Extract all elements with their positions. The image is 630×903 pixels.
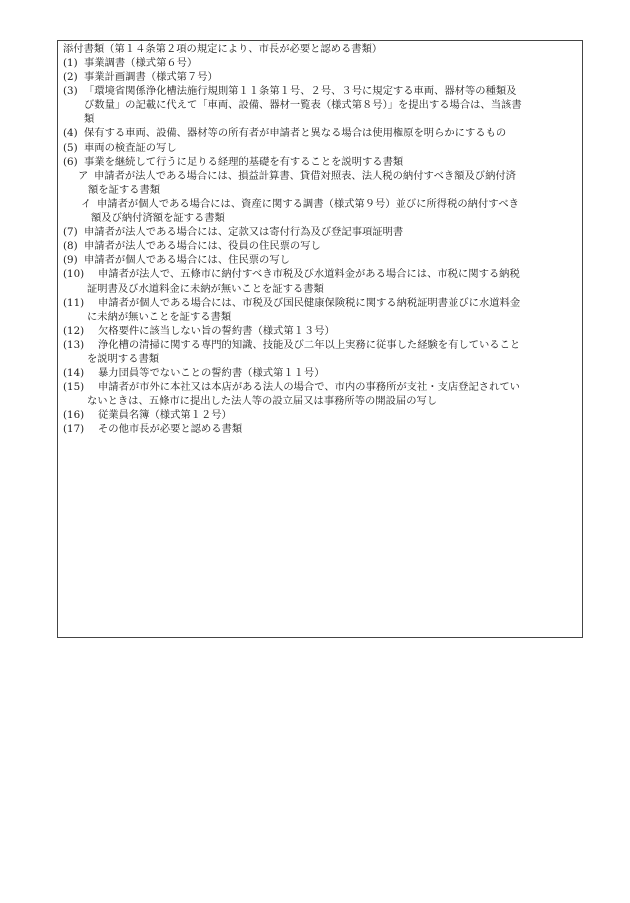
- item-number: (10): [63, 268, 85, 281]
- list-item: [63, 155, 579, 169]
- list-item: [63, 225, 579, 239]
- item-text: 事業を継続して行うに足りる経理的基礎を有することを説明する書類: [84, 155, 404, 168]
- sub-item-text-continued: 額及び納付済額を証する書類: [91, 212, 225, 225]
- list-item: [63, 408, 579, 422]
- list-item: [63, 239, 579, 253]
- item-number: (7): [63, 226, 78, 239]
- list-item: [63, 296, 579, 324]
- item-number: (8): [63, 240, 78, 253]
- item-number: (9): [63, 254, 78, 267]
- sub-item-mark: イ: [81, 197, 92, 210]
- list-item: [63, 380, 579, 408]
- item-number: (14): [63, 367, 85, 380]
- item-number: (4): [63, 127, 78, 140]
- item-text: 申請者が個人である場合には、市税及び国民健康保険税に関する納税証明書並びに水道料金: [98, 296, 521, 309]
- list-item: [63, 338, 579, 366]
- item-number: (6): [63, 155, 78, 168]
- item-number: (13): [63, 338, 85, 351]
- sub-item-text: 申請者が法人である場合には、損益計算書、貸借対照表、法人税の納付すべき額及び納付済: [94, 169, 516, 182]
- item-number: (3): [63, 85, 78, 98]
- item-text-continued: び数量」の記載に代えて「車両、設備、器材一覧表（様式第８号）」を提出する場合は、当該書: [84, 99, 522, 112]
- item-text-continued: 証明書及び水道料金に未納が無いことを証する書類: [87, 282, 324, 295]
- sub-item: [63, 197, 579, 225]
- item-text: 申請者が個人である場合には、住民票の写し: [84, 254, 290, 267]
- item-text: 従業員名簿（様式第１２号）: [98, 409, 232, 422]
- item-number: (15): [63, 381, 85, 394]
- list-item: [63, 84, 579, 126]
- item-number: (12): [63, 324, 85, 337]
- item-text-continued: に未納が無いことを証する書類: [87, 310, 232, 323]
- list-item: [63, 324, 579, 338]
- list-item: [63, 70, 579, 84]
- item-number: (5): [63, 141, 78, 154]
- list-item: [63, 422, 579, 436]
- item-number: (16): [63, 409, 85, 422]
- item-text: 事業調書（様式第６号）: [84, 57, 198, 69]
- sub-item-text-continued: 額を証する書類: [88, 183, 161, 196]
- item-text: 暴力団員等でないことの誓約書（様式第１１号）: [98, 367, 325, 380]
- sub-item-text: 申請者が個人である場合には、資産に関する調書（様式第９号）並びに所得税の納付すべき: [97, 197, 519, 210]
- item-text: 申請者が法人で、五條市に納付すべき市税及び水道料金がある場合には、市税に関する納税: [98, 268, 520, 281]
- attachments-list: [63, 56, 579, 437]
- item-text-continued: 類: [84, 113, 95, 126]
- item-text-continued: を説明する書類: [87, 352, 160, 365]
- item-text: 保有する車両、設備、器材等の所有者が申請者と異なる場合は使用権原を明らかにするもの: [84, 127, 507, 140]
- item-text: 申請者が市外に本社又は本店がある法人の場合で、市内の事務所が支社・支店登記されてい: [98, 381, 520, 394]
- item-text-continued: ないときは、五條市に提出した法人等の設立届又は事務所等の開設届の写し: [87, 395, 438, 408]
- list-item: [63, 253, 579, 267]
- list-item: [63, 267, 579, 295]
- item-text: 車両の検査証の写し: [84, 141, 177, 154]
- item-text: 事業計画調書（様式第７号）: [84, 71, 218, 84]
- list-item: [63, 126, 579, 140]
- list-item: [63, 366, 579, 380]
- sub-item-mark: ア: [78, 169, 89, 182]
- item-text: 「環境省関係浄化槽法施行規則第１１条第１号、２号、３号に規定する車両、器材等の種類及: [84, 85, 517, 98]
- item-text: 浄化槽の清掃に関する専門的知識、技能及び二年以上実務に従事した経験を有していること: [98, 338, 521, 351]
- list-item: [63, 56, 579, 70]
- item-number: (2): [63, 71, 78, 84]
- item-text: 申請者が法人である場合には、役員の住民票の写し: [84, 240, 321, 253]
- item-number: (1): [63, 57, 78, 69]
- sub-item: [63, 169, 579, 197]
- item-text: 欠格要件に該当しない旨の誓約書（様式第１３号）: [98, 324, 335, 337]
- item-number: (17): [63, 423, 85, 436]
- item-number: (11): [63, 296, 85, 309]
- item-text: その他市長が必要と認める書類: [98, 423, 243, 436]
- list-item: [63, 141, 579, 155]
- attachments-heading: 添付書類（第１４条第２項の規定により、市長が必要と認める書類）: [63, 43, 383, 55]
- item-text: 申請者が法人である場合には、定款又は寄付行為及び登記事項証明書: [84, 226, 404, 239]
